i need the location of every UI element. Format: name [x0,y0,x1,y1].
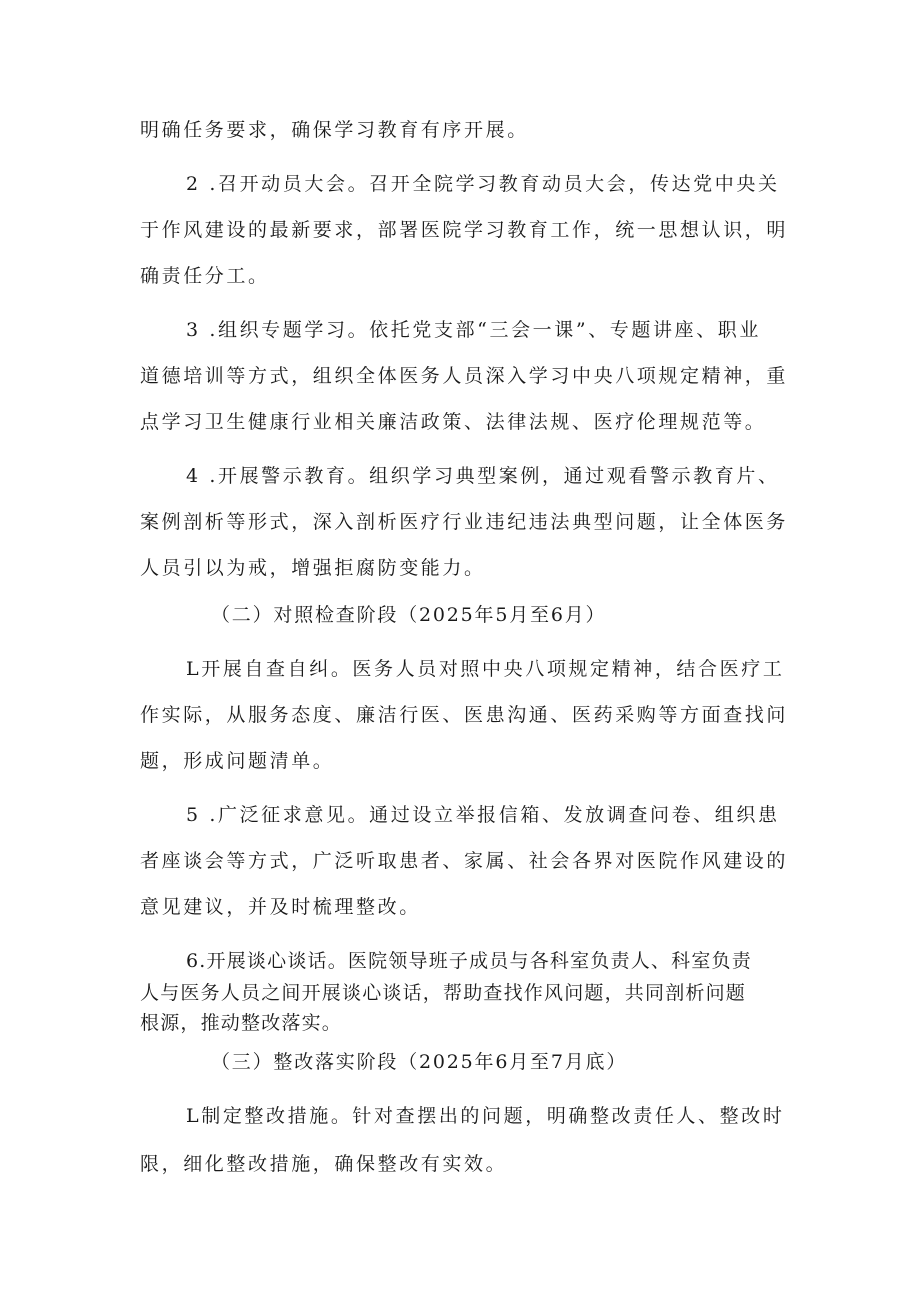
text-line: 限，细化整改措施，确保整改有实效。 [140,1153,508,1175]
text-line: 人与医务人员之间开展谈心谈话，帮助查找作风问题，共同剖析问题 [140,982,747,1004]
text-line: 明确任务要求，确保学习教育有序开展。 [140,119,529,141]
section-heading: （二）对照检查阶段（2025年5月至6月） [211,604,607,626]
text-line: 4 .开展警示教育。组织学习典型案例，通过观看警示教育片、 [186,465,780,487]
text-line: 作实际，从服务态度、廉洁行医、医患沟通、医药采购等方面查找问 [140,704,789,726]
text-line: 5 .广泛征求意见。通过设立举报信箱、发放调查问卷、组织患 [186,804,780,826]
text-line: L开展自查自纠。医务人员对照中央八项规定精神，结合医疗工 [186,658,785,680]
section-heading: （三）整改落实阶段（2025年6月至7月底） [211,1051,628,1073]
text-line: 人员引以为戒，增强拒腐防变能力。 [140,557,486,579]
text-line: 道德培训等方式，组织全体医务人员深入学习中央八项规定精神，重 [140,365,789,387]
text-line: 3 .组织专题学习。依托党支部“三会一课”、专题讲座、职业 [186,319,761,341]
text-line: L制定整改措施。针对查摆出的问题，明确整改责任人、整改时 [186,1105,785,1127]
text-line: 者座谈会等方式，广泛听取患者、家属、社会各界对医院作风建设的 [140,850,789,872]
text-line: 题，形成问题清单。 [140,750,335,772]
text-line: 意见建议，并及时梳理整改。 [140,896,421,918]
text-line: 根源，推动整改落实。 [140,1012,343,1034]
text-line: 点学习卫生健康行业相关廉洁政策、法律法规、医疗伦理规范等。 [140,411,767,433]
text-line: 2 .召开动员大会。召开全院学习教育动员大会，传达党中央关 [186,173,780,195]
text-line: 案例剖析等形式，深入剖析医疗行业违纪违法典型问题，让全体医务 [140,511,789,533]
text-line: 确责任分工。 [140,265,270,287]
text-line: 于作风建设的最新要求，部署医院学习教育工作，统一思想认识，明 [140,219,789,241]
text-line: 6.开展谈心谈话。医院领导班子成员与各科室负责人、科室负责 [186,950,752,972]
